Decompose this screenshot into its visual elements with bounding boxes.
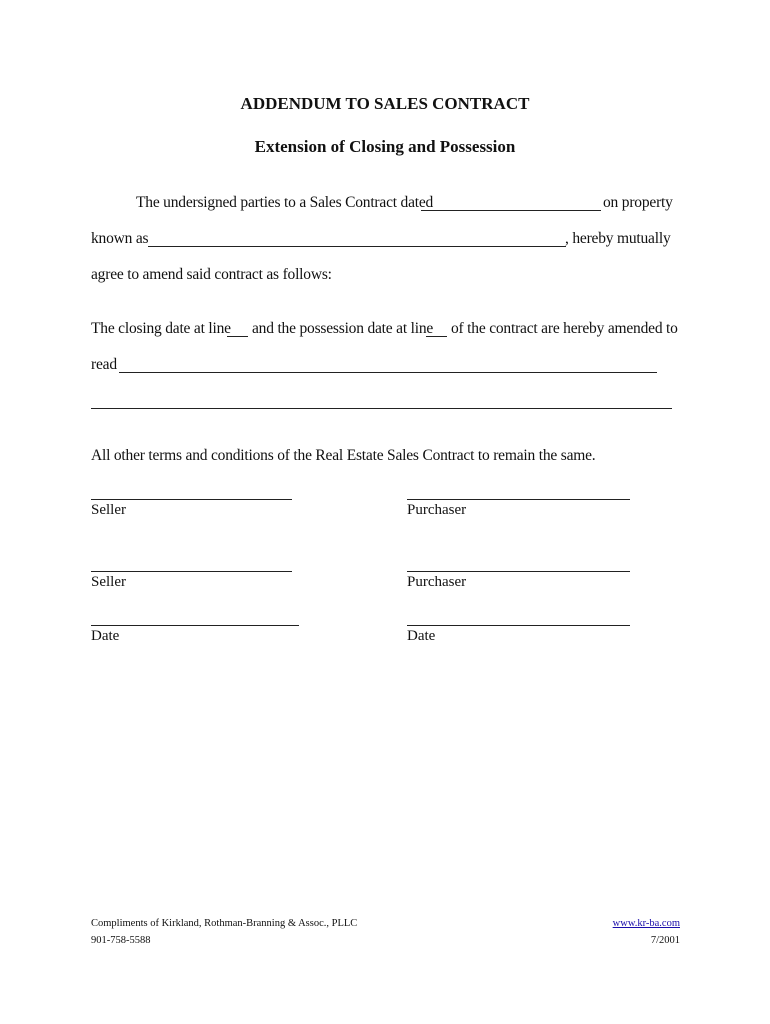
footer-phone: 901-758-5588	[91, 935, 151, 946]
purchaser-signature-line-2[interactable]	[407, 571, 630, 572]
paragraph1-line2-end: , hereby mutually	[565, 230, 671, 247]
amended-read-field-2[interactable]	[91, 408, 672, 409]
page-title: ADDENDUM TO SALES CONTRACT	[240, 94, 530, 113]
paragraph1-line1-start: The undersigned parties to a Sales Contract dated	[136, 194, 434, 211]
purchaser-label-1: Purchaser	[407, 502, 467, 518]
paragraph3: All other terms and conditions of the Real Estate Sales Contract to remain the same.	[91, 447, 596, 464]
seller-label-2: Seller	[91, 574, 126, 590]
seller-date-line[interactable]	[91, 625, 299, 626]
paragraph2-part1: The closing date at line	[91, 320, 231, 337]
paragraph2-part2: and the possession date at line	[252, 320, 434, 337]
footer-website-link[interactable]: www.kr-ba.com	[612, 918, 680, 929]
purchaser-signature-line-1[interactable]	[407, 499, 630, 500]
closing-line-field[interactable]	[227, 336, 248, 337]
paragraph2-part3: of the contract are hereby amended to	[451, 320, 678, 337]
amended-read-field-1[interactable]	[119, 372, 657, 373]
purchaser-label-2: Purchaser	[407, 574, 467, 590]
seller-date-label: Date	[91, 628, 120, 644]
paragraph1-line1-end: on property	[603, 194, 673, 211]
seller-signature-line-1[interactable]	[91, 499, 292, 500]
paragraph1-line2-start: known as	[91, 230, 149, 247]
paragraph2-line2-start: read	[91, 356, 117, 373]
purchaser-date-label: Date	[407, 628, 436, 644]
seller-signature-line-2[interactable]	[91, 571, 292, 572]
footer-date: 7/2001	[650, 935, 680, 946]
property-field[interactable]	[148, 246, 566, 247]
seller-label-1: Seller	[91, 502, 126, 518]
purchaser-date-line[interactable]	[407, 625, 630, 626]
contract-date-field[interactable]	[421, 210, 601, 211]
footer-company: Compliments of Kirkland, Rothman-Branning & Assoc., PLLC	[91, 918, 358, 929]
page-subtitle: Extension of Closing and Possession	[254, 137, 516, 156]
paragraph1-line3: agree to amend said contract as follows:	[91, 266, 332, 283]
possession-line-field[interactable]	[426, 336, 447, 337]
